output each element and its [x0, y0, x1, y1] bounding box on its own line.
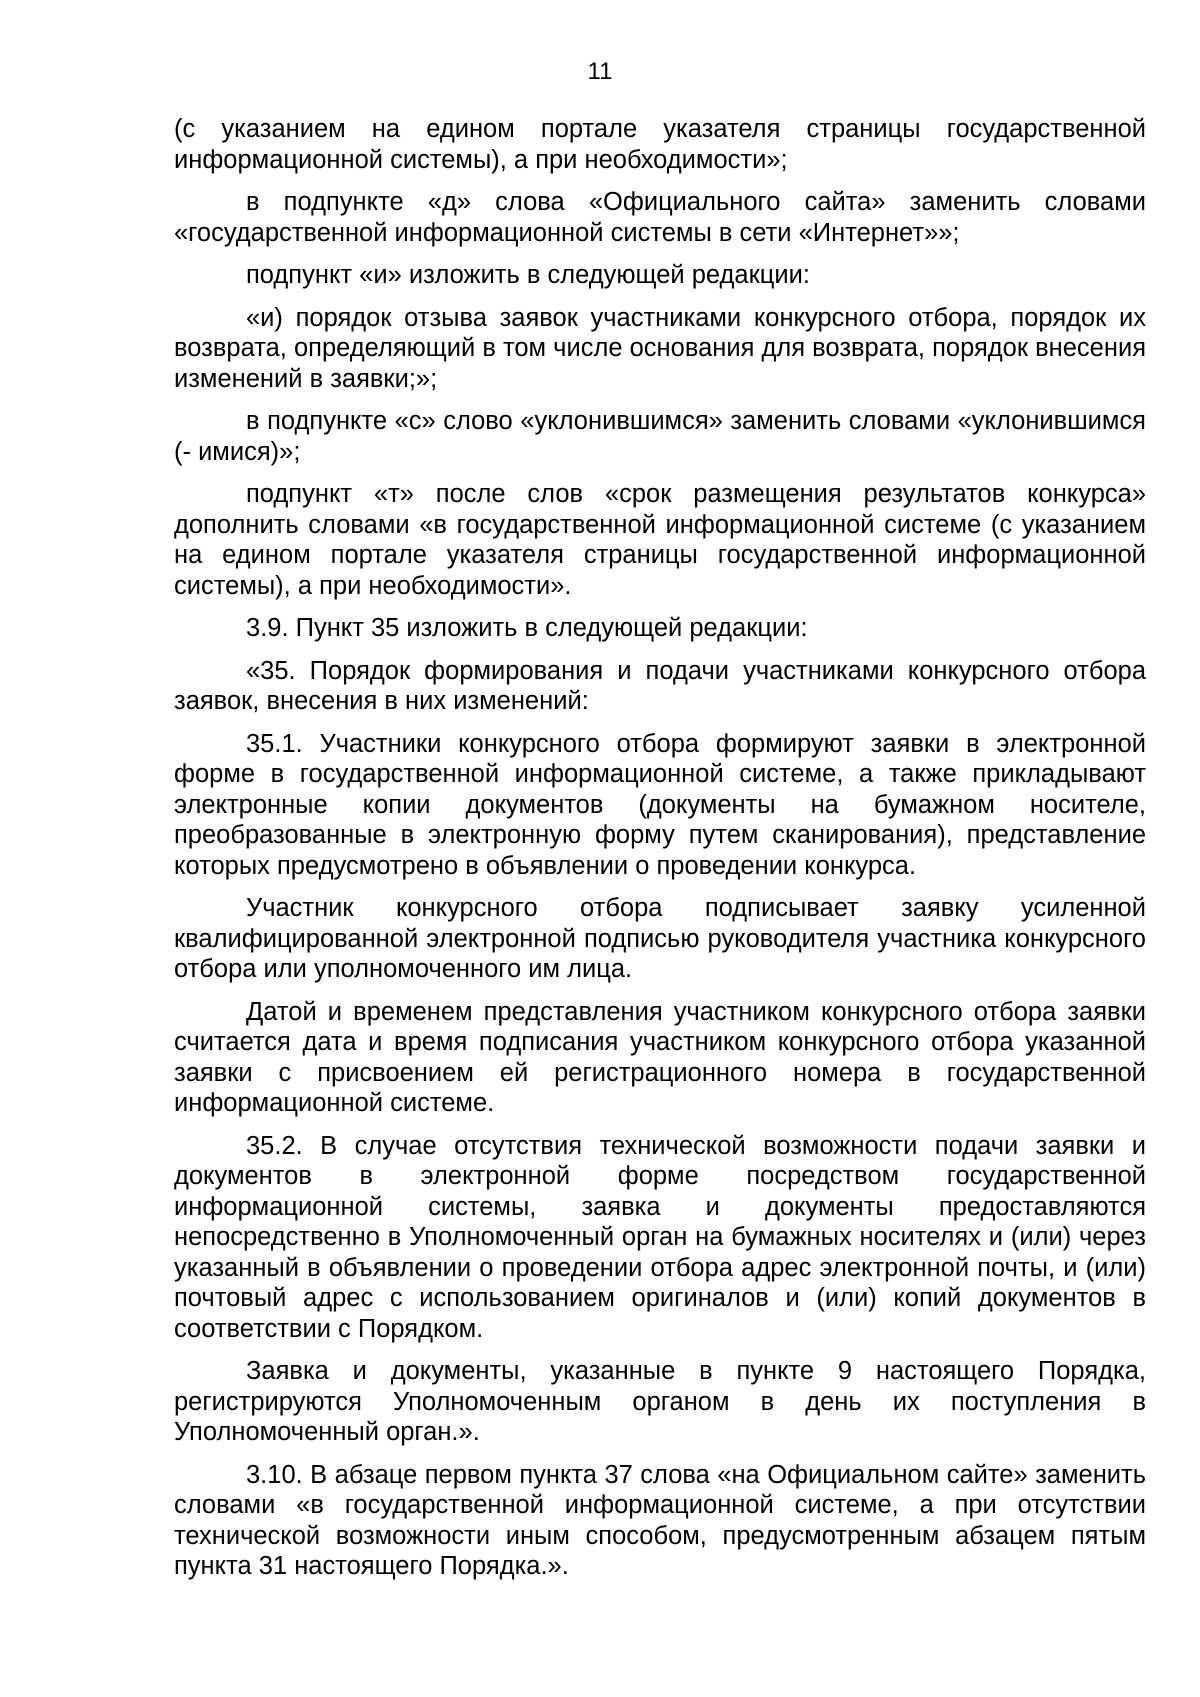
- paragraph-3: подпункт «и» изложить в следующей редакции:: [246, 261, 810, 289]
- paragraph-2: в подпункте «д» слова «Официального сайта» заменить словами «государственной информационной системы в сети «Интернет»»;: [174, 188, 1146, 247]
- paragraph-1: (с указанием на едином портале указателя страницы государственной информационной системы), а при необходимости»;: [174, 115, 1146, 174]
- paragraph-8: «35. Порядок формирования и подачи участниками конкурсного отбора заявок, внесения в них изменений:: [174, 656, 1146, 715]
- paragraph-12: 35.2. В случае отсутствия технической возможности подачи заявки и документов в электронной форме посредством государственной информационной системы, заявка и документы предоставляются непосредственно в Уполномоченный орган на бумажных носителях и (или) через указанный в объявлении о проведении отбора адрес электронной почты, и (или) почтовый адрес с использованием оригиналов и (или) копий документов в соответствии с Порядком.: [174, 1131, 1146, 1343]
- paragraph-13: Заявка и документы, указанные в пункте 9 настоящего Порядка, регистрируются Уполномоченным органом в день их поступления в Уполномоченный орган.».: [174, 1357, 1146, 1446]
- paragraph-14: 3.10. В абзаце первом пункта 37 слова «на Официальном сайте» заменить словами «в государственной информационной системе, а при отсутствии технической возможности иным способом, предусмотренным абзацем пятым пункта 31 настоящего Порядка.».: [174, 1460, 1146, 1580]
- paragraph-11: Датой и временем представления участником конкурсного отбора заявки считается дата и время подписания участником конкурсного отбора указанной заявки с присвоением ей регистрационного номера в государственной информационной системе.: [174, 997, 1146, 1117]
- page-number: 11: [587, 58, 613, 85]
- paragraph-9: 35.1. Участники конкурсного отбора формируют заявки в электронной форме в государственной информационной системе, а также прикладывают электронные копии документов (документы на бумажном носителе, преобразованные в электронную форму путем сканирования), представление которых предусмотрено в объявлении о проведении конкурса.: [174, 729, 1146, 880]
- paragraph-6: подпункт «т» после слов «срок размещения результатов конкурса» дополнить словами «в государственной информационной системе (с указанием на едином портале указателя страницы государственной информационной системы), а при необходимости».: [174, 480, 1146, 600]
- document-body: [174, 114, 1146, 1594]
- paragraph-7: 3.9. Пункт 35 изложить в следующей редакции:: [246, 614, 808, 642]
- paragraph-10: Участник конкурсного отбора подписывает заявку усиленной квалифицированной электронной подписью руководителя участника конкурсного отбора или уполномоченного им лица.: [174, 894, 1146, 983]
- paragraph-4: «и) порядок отзыва заявок участниками конкурсного отбора, порядок их возврата, определяющий в том числе основания для возврата, порядок внесения изменений в заявки;»;: [174, 303, 1146, 393]
- paragraph-5: в подпункте «с» слово «уклонившимся» заменить словами «уклонившимся (- имися)»;: [174, 407, 1146, 466]
